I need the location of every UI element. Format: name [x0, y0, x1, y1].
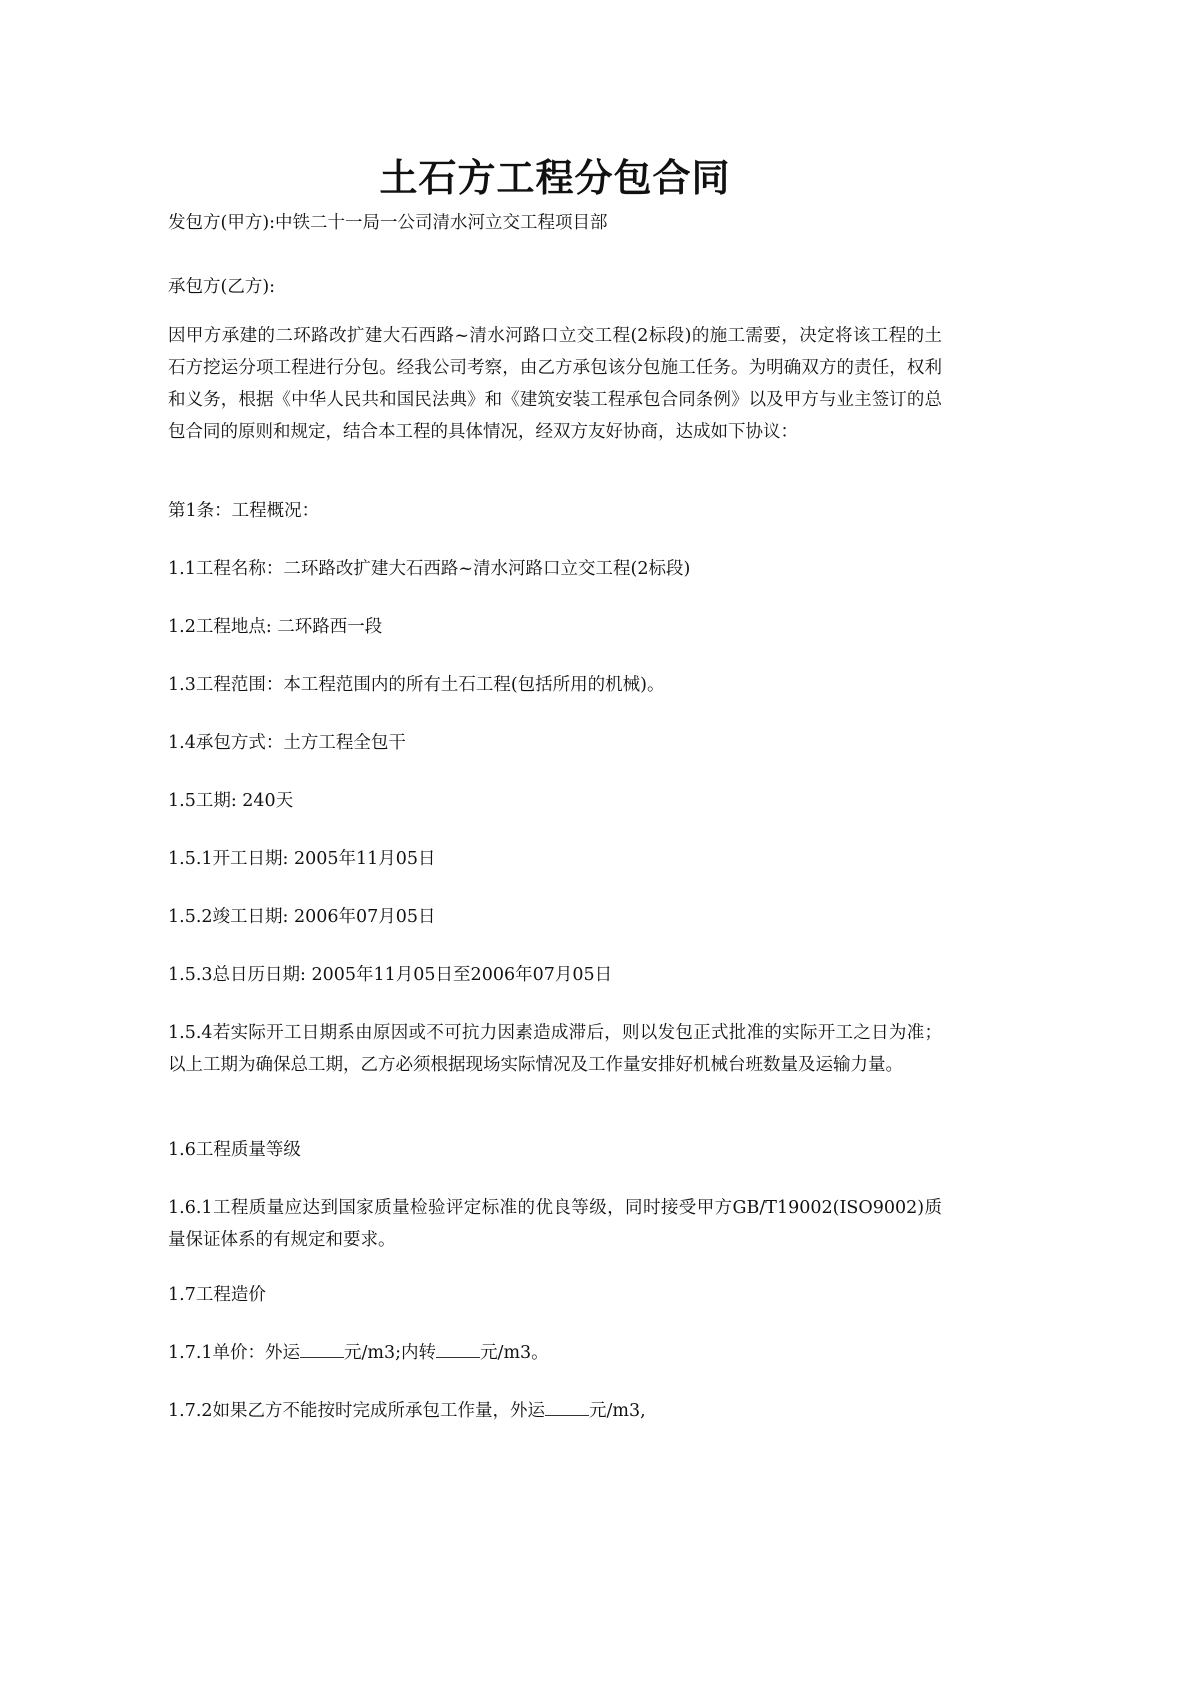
clause-1-7: 1.7工程造价 [168, 1285, 266, 1305]
clause-1-5-1: 1.5.1开工日期: 2005年11月05日 [168, 849, 436, 869]
blank-export-price[interactable] [300, 1340, 344, 1359]
party-a-line: 发包方(甲方):中铁二十一局一公司清水河立交工程项目部 [168, 213, 608, 233]
clause-1-7-1-suffix: 元/m3。 [480, 1343, 549, 1363]
clause-1-7-1-mid: 元/m3;内转 [344, 1343, 437, 1363]
clause-1-6: 1.6工程质量等级 [168, 1140, 301, 1160]
article-1-heading: 第1条：工程概况： [168, 501, 320, 521]
clause-1-5-3: 1.5.3总日历日期: 2005年11月05日至2006年07月05日 [168, 965, 613, 985]
clause-1-2: 1.2工程地点: 二环路西一段 [168, 617, 383, 637]
party-b-line: 承包方(乙方): [168, 277, 276, 297]
clause-1-4: 1.4承包方式：土方工程全包干 [168, 733, 406, 753]
clause-1-5-2: 1.5.2竣工日期: 2006年07月05日 [168, 907, 436, 927]
preamble-paragraph: 因甲方承建的二环路改扩建大石西路~清水河路口立交工程(2标段)的施工需要，决定将该工程的土石方挖运分项工程进行分包。经我公司考察，由乙方承包该分包施工任务。为明确双方的责任，权利和义务，根据《中华人民共和国民法典》和《建筑安装工程承包合同条例》以及甲方与业主签订的总包合同的原则和规定，结合本工程的具体情况，经双方友好协商，达成如下协议： [168, 326, 942, 442]
clause-1-6-1: 1.6.1工程质量应达到国家质量检验评定标准的优良等级，同时接受甲方GB/T19002(ISO9002)质量保证体系的有规定和要求。 [168, 1198, 942, 1250]
clause-1-7-2-prefix: 1.7.2如果乙方不能按时完成所承包工作量，外运 [168, 1401, 546, 1421]
clause-1-3: 1.3工程范围：本工程范围内的所有土石工程(包括所用的机械)。 [168, 675, 665, 695]
clause-1-5: 1.5工期: 240天 [168, 791, 294, 811]
clause-1-5-4: 1.5.4若实际开工日期系由原因或不可抗力因素造成滞后，则以发包正式批准的实际开工之日为准；以上工期为确保总工期，乙方必须根据现场实际情况及工作量安排好机械台班数量及运输力量。 [168, 1023, 942, 1075]
clause-1-1: 1.1工程名称：二环路改扩建大石西路~清水河路口立交工程(2标段) [168, 559, 691, 579]
blank-internal-price[interactable] [436, 1340, 480, 1359]
clause-1-7-1-prefix: 1.7.1单价：外运 [168, 1343, 301, 1363]
clause-1-7-2 [168, 1395, 942, 1427]
document-title: 土石方工程分包合同 [379, 155, 731, 200]
blank-penalty-export-price[interactable] [545, 1398, 589, 1417]
clause-1-7-2-suffix: 元/m3, [589, 1401, 646, 1421]
clause-1-7-1 [168, 1337, 942, 1369]
